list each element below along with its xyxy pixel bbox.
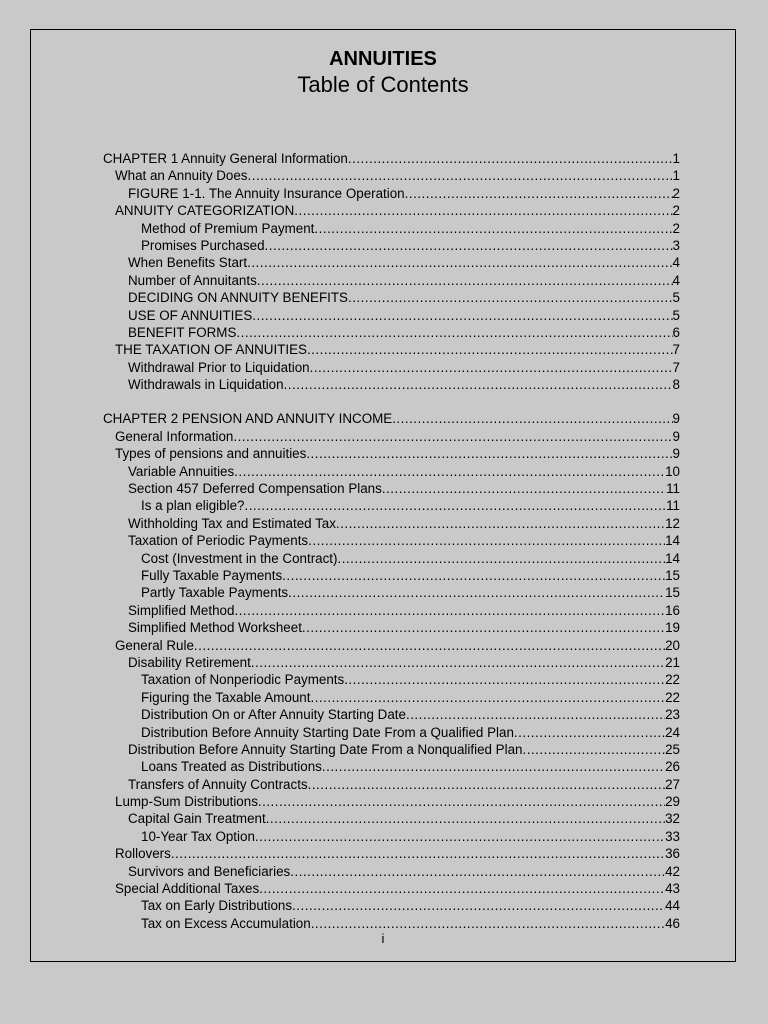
toc-entry[interactable] xyxy=(103,220,680,237)
toc-entry-page-number: 20 xyxy=(665,637,680,653)
toc-entry[interactable] xyxy=(103,654,680,671)
dot-leader xyxy=(348,150,673,167)
dot-leader xyxy=(310,689,665,706)
toc-entry-title: Special Additional Taxes xyxy=(115,881,260,897)
toc-entry[interactable] xyxy=(103,637,680,654)
dot-leader xyxy=(308,776,665,793)
dot-leader xyxy=(311,915,665,932)
toc-entry-page-number: 14 xyxy=(665,533,680,549)
toc-entry-title: When Benefits Start xyxy=(128,255,248,271)
toc-entry-title: Figuring the Taxable Amount xyxy=(141,689,311,705)
toc-entry-page-number: 6 xyxy=(672,324,680,340)
dot-leader xyxy=(392,410,672,427)
dot-leader xyxy=(244,497,666,514)
dot-leader xyxy=(344,671,665,688)
toc-entry-page-number: 46 xyxy=(665,915,680,931)
toc-entry-title: Withdrawal Prior to Liquidation xyxy=(128,359,310,375)
toc-entry[interactable] xyxy=(103,445,680,462)
toc-entry[interactable] xyxy=(103,497,680,514)
dot-leader xyxy=(322,758,665,775)
toc-entry-page-number: 12 xyxy=(665,515,680,531)
dot-leader xyxy=(310,359,673,376)
toc-entry-page-number: 15 xyxy=(665,585,680,601)
toc-entry[interactable] xyxy=(103,793,680,810)
toc-entry-page-number: 29 xyxy=(665,794,680,810)
toc-entry-title: Variable Annuities xyxy=(128,463,235,479)
dot-leader xyxy=(252,307,672,324)
toc-entry[interactable] xyxy=(103,706,680,723)
toc-entry-page-number: 16 xyxy=(665,602,680,618)
toc-entry[interactable] xyxy=(103,915,680,932)
dot-leader xyxy=(405,185,673,202)
toc-entry[interactable] xyxy=(103,619,680,636)
dot-leader xyxy=(258,793,665,810)
toc-entry-title: Partly Taxable Payments xyxy=(141,585,289,601)
toc-entry[interactable] xyxy=(103,845,680,862)
toc-entry[interactable] xyxy=(103,272,680,289)
toc-entry-title: Cost (Investment in the Contract) xyxy=(141,550,338,566)
toc-entry[interactable] xyxy=(103,584,680,601)
toc-entry-page-number: 2 xyxy=(672,220,680,236)
toc-entry-title: Method of Premium Payment xyxy=(141,220,315,236)
toc-entry-page-number: 2 xyxy=(672,203,680,219)
toc-entry[interactable] xyxy=(103,515,680,532)
toc-entry-title: Withdrawals in Liquidation xyxy=(128,377,284,393)
toc-entry[interactable] xyxy=(103,863,680,880)
toc-entry-title: USE OF ANNUITIES xyxy=(128,307,253,323)
toc-entry[interactable] xyxy=(103,897,680,914)
toc-entry-page-number: 1 xyxy=(672,168,680,184)
toc-entry-page-number: 1 xyxy=(672,151,680,166)
dot-leader xyxy=(248,167,673,184)
toc-entry-title: Simplified Method xyxy=(128,602,235,618)
toc-entry-page-number: 4 xyxy=(672,255,680,271)
toc-entry[interactable] xyxy=(103,480,680,497)
dot-leader xyxy=(382,480,666,497)
dot-leader xyxy=(523,741,666,758)
table-of-contents xyxy=(103,150,680,932)
toc-entry-page-number: 8 xyxy=(672,377,680,393)
toc-entry-page-number: 9 xyxy=(672,411,680,427)
dot-leader xyxy=(234,602,665,619)
toc-entry-page-number: 4 xyxy=(672,272,680,288)
toc-entry-page-number: 22 xyxy=(665,672,680,688)
toc-entry[interactable] xyxy=(103,463,680,480)
toc-entry[interactable] xyxy=(103,880,680,897)
toc-section-chapter-1 xyxy=(103,150,680,393)
toc-entry-page-number: 11 xyxy=(666,498,680,514)
toc-entry-page-number: 22 xyxy=(665,689,680,705)
toc-entry-page-number: 9 xyxy=(672,446,680,462)
toc-entry-page-number: 9 xyxy=(672,428,680,444)
toc-section-chapter-2 xyxy=(103,410,680,932)
toc-entry-page-number: 26 xyxy=(665,759,680,775)
toc-entry[interactable] xyxy=(103,428,680,445)
toc-entry-title: Number of Annuitants xyxy=(128,272,257,288)
dot-leader xyxy=(234,463,665,480)
dot-leader xyxy=(514,724,665,741)
toc-entry-title: Fully Taxable Payments xyxy=(141,567,283,583)
toc-entry-title: DECIDING ON ANNUITY BENEFITS xyxy=(128,290,348,306)
toc-entry[interactable] xyxy=(103,324,680,341)
toc-entry-page-number: 14 xyxy=(665,550,680,566)
toc-entry-title: Disability Retirement xyxy=(128,654,251,670)
toc-entry[interactable] xyxy=(103,202,680,219)
dot-leader xyxy=(292,897,665,914)
toc-entry-page-number: 42 xyxy=(665,863,680,879)
toc-entry-page-number: 15 xyxy=(665,567,680,583)
dot-leader xyxy=(236,324,672,341)
toc-entry-title: Tax on Early Distributions xyxy=(141,898,293,914)
toc-entry-page-number: 24 xyxy=(665,724,680,740)
dot-leader xyxy=(266,810,665,827)
toc-entry[interactable] xyxy=(103,237,680,254)
toc-entry-title: Loans Treated as Distributions xyxy=(141,759,322,775)
toc-entry[interactable] xyxy=(103,828,680,845)
toc-entry-page-number: 5 xyxy=(672,307,680,323)
dot-leader xyxy=(247,254,672,271)
toc-entry-title: Lump-Sum Distributions xyxy=(115,794,258,810)
toc-entry-title: Distribution Before Annuity Starting Date From a Nonqualified Plan xyxy=(128,741,523,757)
dot-leader xyxy=(307,341,673,358)
toc-entry[interactable] xyxy=(103,185,680,202)
dot-leader xyxy=(257,272,673,289)
dot-leader xyxy=(265,237,673,254)
toc-entry-title: Tax on Excess Accumulation xyxy=(141,915,311,931)
toc-entry-page-number: 44 xyxy=(665,898,680,914)
toc-entry[interactable] xyxy=(103,359,680,376)
toc-entry[interactable] xyxy=(103,376,680,393)
toc-entry-title: Distribution Before Annuity Starting Date From a Qualified Plan xyxy=(141,724,514,740)
toc-entry-title: Rollovers xyxy=(115,846,171,862)
toc-entry-page-number: 10 xyxy=(665,463,680,479)
toc-entry-page-number: 25 xyxy=(665,741,680,757)
toc-entry[interactable] xyxy=(103,810,680,827)
toc-entry-title: Transfers of Annuity Contracts xyxy=(128,776,308,792)
toc-entry[interactable] xyxy=(103,167,680,184)
toc-entry-title: Types of pensions and annuities xyxy=(115,446,307,462)
dot-leader xyxy=(306,445,672,462)
toc-entry[interactable] xyxy=(103,341,680,358)
toc-entry-title: Is a plan eligible? xyxy=(141,498,245,514)
toc-entry-title: CHAPTER 2 PENSION AND ANNUITY INCOME xyxy=(103,411,393,427)
dot-leader xyxy=(251,654,665,671)
toc-entry-title: Withholding Tax and Estimated Tax xyxy=(128,515,336,531)
toc-entry-title: Promises Purchased xyxy=(141,237,265,253)
toc-entry-page-number: 2 xyxy=(672,185,680,201)
dot-leader xyxy=(282,567,665,584)
section-spacer xyxy=(103,393,680,410)
dot-leader xyxy=(288,584,665,601)
toc-entry-page-number: 32 xyxy=(665,811,680,827)
toc-entry-page-number: 11 xyxy=(666,481,680,497)
toc-entry-page-number: 43 xyxy=(665,881,680,897)
toc-entry-page-number: 5 xyxy=(672,290,680,306)
toc-entry[interactable] xyxy=(103,602,680,619)
dot-leader xyxy=(294,202,672,219)
toc-entry-title: Capital Gain Treatment xyxy=(128,811,266,827)
toc-entry-page-number: 23 xyxy=(665,707,680,723)
toc-entry[interactable] xyxy=(103,689,680,706)
toc-entry-title: ANNUITY CATEGORIZATION xyxy=(115,203,295,219)
toc-entry-title: Section 457 Deferred Compensation Plans xyxy=(128,481,382,497)
document-page xyxy=(30,29,736,962)
dot-leader xyxy=(406,706,665,723)
toc-entry-title: What an Annuity Does xyxy=(115,168,248,184)
dot-leader xyxy=(171,845,665,862)
toc-entry-title: FIGURE 1-1. The Annuity Insurance Operation xyxy=(128,185,405,201)
toc-entry[interactable] xyxy=(103,671,680,688)
toc-entry-page-number: 3 xyxy=(672,237,680,253)
toc-entry-page-number: 33 xyxy=(665,828,680,844)
document-subtitle: Table of Contents xyxy=(297,72,469,97)
toc-entry-title: 10-Year Tax Option xyxy=(141,828,255,844)
toc-entry-title: Taxation of Nonperiodic Payments xyxy=(141,672,345,688)
toc-entry-title: Taxation of Periodic Payments xyxy=(128,533,309,549)
toc-entry-page-number: 7 xyxy=(672,342,680,358)
toc-entry[interactable] xyxy=(103,410,680,427)
toc-entry[interactable] xyxy=(103,724,680,741)
toc-entry[interactable] xyxy=(103,741,680,758)
toc-entry-title: BENEFIT FORMS xyxy=(128,324,237,340)
toc-entry-title: CHAPTER 1 Annuity General Information xyxy=(103,151,348,166)
dot-leader xyxy=(233,428,672,445)
toc-entry-page-number: 21 xyxy=(665,654,680,670)
toc-entry-title: THE TAXATION OF ANNUITIES xyxy=(115,342,307,358)
toc-entry-page-number: 27 xyxy=(665,776,680,792)
toc-entry-page-number: 36 xyxy=(665,846,680,862)
toc-entry[interactable] xyxy=(103,550,680,567)
toc-entry-page-number: 19 xyxy=(665,620,680,636)
toc-entry[interactable] xyxy=(103,150,680,167)
dot-leader xyxy=(308,532,665,549)
toc-entry-title: General Rule xyxy=(115,637,194,653)
dot-leader xyxy=(255,828,665,845)
dot-leader xyxy=(290,863,665,880)
toc-entry-title: Simplified Method Worksheet xyxy=(128,620,302,636)
toc-entry-title: Survivors and Beneficiaries xyxy=(128,863,291,879)
dot-leader xyxy=(336,515,665,532)
document-title: ANNUITIES xyxy=(329,48,437,70)
toc-entry-page-number: 7 xyxy=(672,359,680,375)
toc-entry-title: General Information xyxy=(115,428,234,444)
dot-leader xyxy=(302,619,665,636)
dot-leader xyxy=(194,637,665,654)
page-number: i xyxy=(381,931,385,946)
toc-entry[interactable] xyxy=(103,532,680,549)
toc-entry[interactable] xyxy=(103,307,680,324)
toc-entry[interactable] xyxy=(103,567,680,584)
dot-leader xyxy=(314,220,672,237)
toc-entry[interactable] xyxy=(103,776,680,793)
toc-entry-title: Distribution On or After Annuity Starting Date xyxy=(141,707,406,723)
toc-entry[interactable] xyxy=(103,758,680,775)
dot-leader xyxy=(259,880,665,897)
toc-entry[interactable] xyxy=(103,289,680,306)
dot-leader xyxy=(337,550,665,567)
dot-leader xyxy=(348,289,673,306)
toc-entry[interactable] xyxy=(103,254,680,271)
dot-leader xyxy=(284,376,673,393)
